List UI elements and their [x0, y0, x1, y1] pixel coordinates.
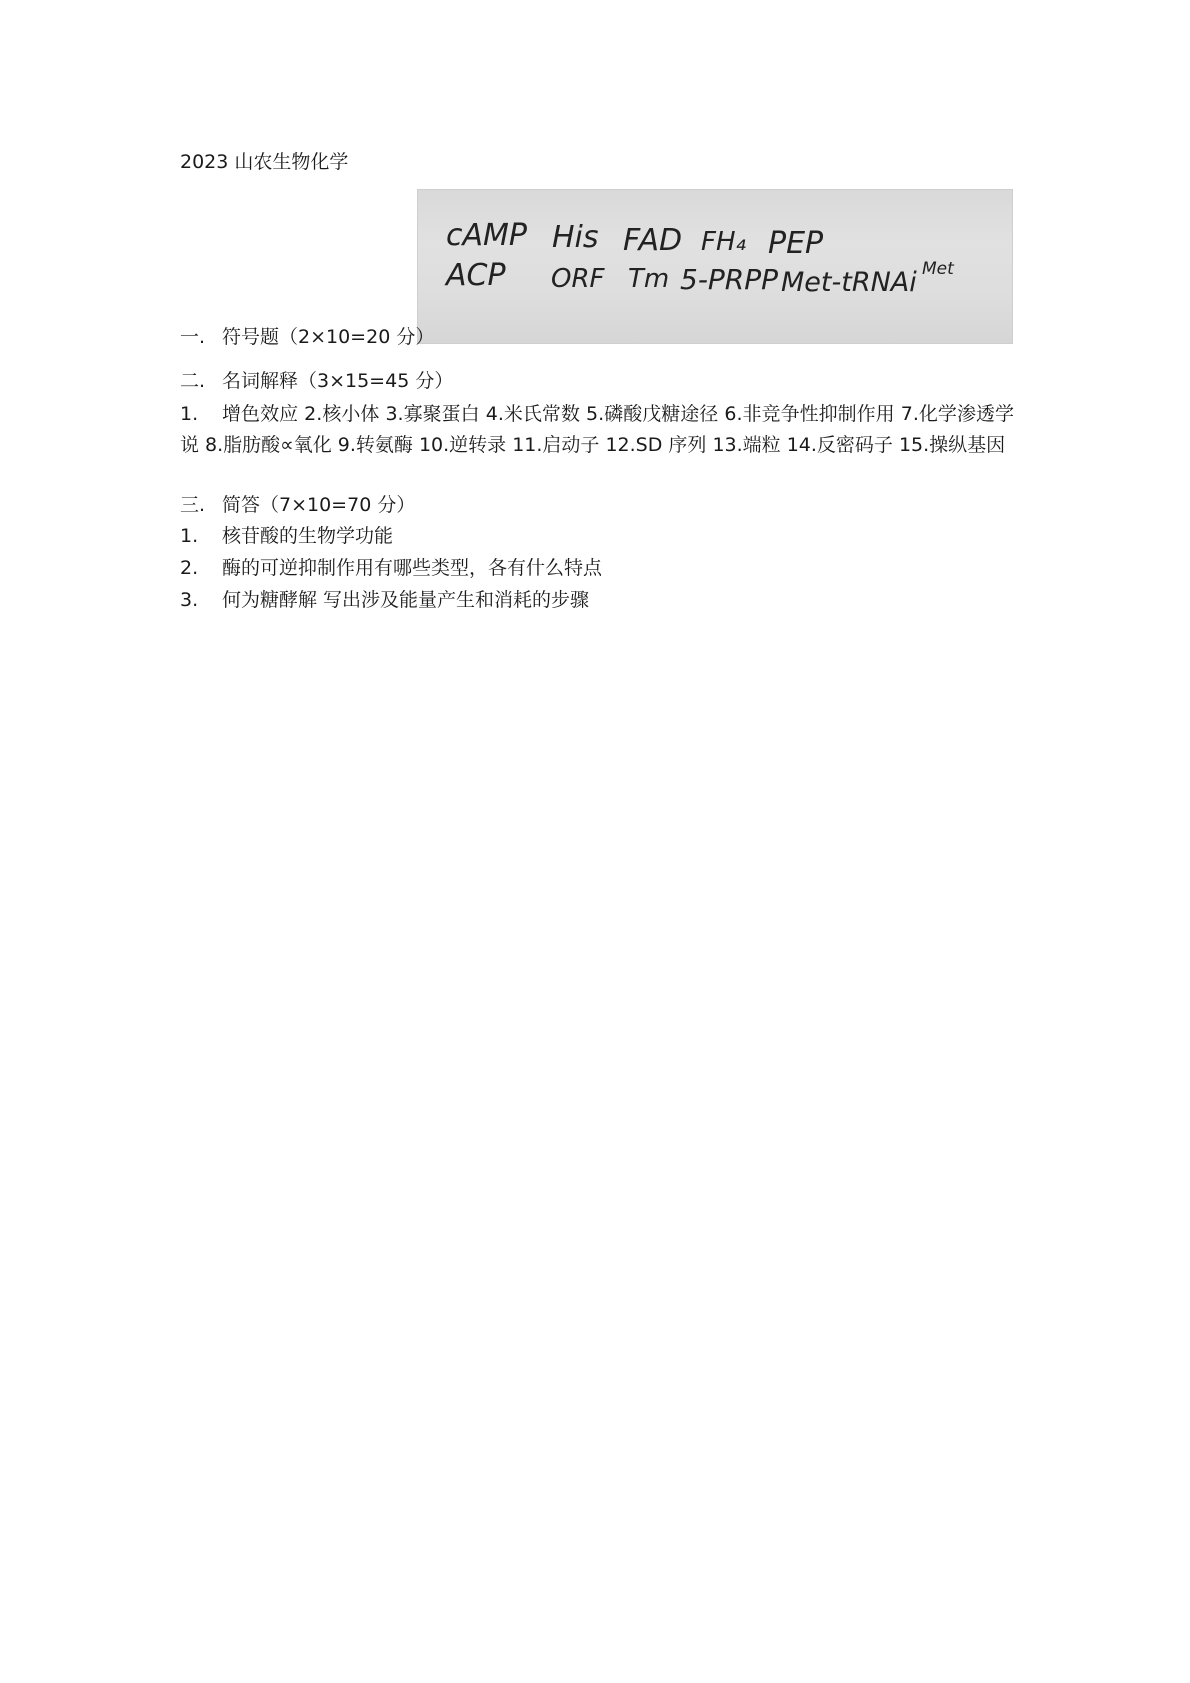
section-2-number: 二. — [180, 370, 206, 392]
question-number: 2. — [180, 557, 199, 579]
section-2-title: 名词解释（3×15=45 分） — [222, 370, 454, 392]
section-3-number: 三. — [180, 494, 206, 516]
symbol-fad: FAD — [623, 223, 683, 258]
question-text: 何为糖酵解 写出涉及能量产生和消耗的步骤 — [222, 589, 590, 611]
question-item — [180, 588, 589, 612]
symbol-met-superscript: Met — [922, 259, 954, 279]
handwritten-symbols-image — [417, 189, 1013, 344]
question-number: 1. — [180, 525, 199, 547]
symbol-orf: ORF — [551, 264, 605, 294]
symbol-acp: ACP — [446, 258, 506, 293]
section-2-terms — [180, 399, 1014, 461]
question-number: 3. — [180, 589, 199, 611]
section-1-heading — [180, 325, 434, 349]
question-text: 酶的可逆抑制作用有哪些类型，各有什么特点 — [222, 557, 603, 579]
symbol-pep: PEP — [768, 226, 824, 261]
symbol-camp: cAMP — [446, 218, 527, 253]
section-1-number: 一. — [180, 326, 206, 348]
section-1-title: 符号题（2×10=20 分） — [222, 326, 435, 348]
terms-number: 1. — [180, 403, 199, 425]
section-2-heading — [180, 369, 453, 393]
symbol-5-prpp: 5-PRPP — [680, 263, 779, 296]
section-3-heading — [180, 493, 415, 517]
symbol-met-trnai: Met-tRNAi — [781, 267, 917, 298]
symbol-fh4: FH₄ — [701, 227, 746, 257]
symbol-tm: Tm — [628, 264, 670, 294]
question-item — [180, 556, 602, 580]
question-text: 核苷酸的生物学功能 — [222, 525, 394, 547]
section-3-title: 简答（7×10=70 分） — [222, 494, 416, 516]
handwritten-symbols-drawing — [418, 190, 1013, 344]
question-item — [180, 524, 393, 548]
symbol-his: His — [552, 220, 599, 255]
document-title: 2023 山农生物化学 — [180, 151, 349, 173]
terms-text: 增色效应 2.核小体 3.寡聚蛋白 4.米氏常数 5.磷酸戊糖途径 6.非竞争性抑制作用 7.化学渗透学说 8.脂肪酸∝氧化 9.转氨酶 10.逆转录 11.启动子 12.SD 序列 13.端粒 14.反密码子 15.操纵基因 — [180, 403, 1014, 456]
